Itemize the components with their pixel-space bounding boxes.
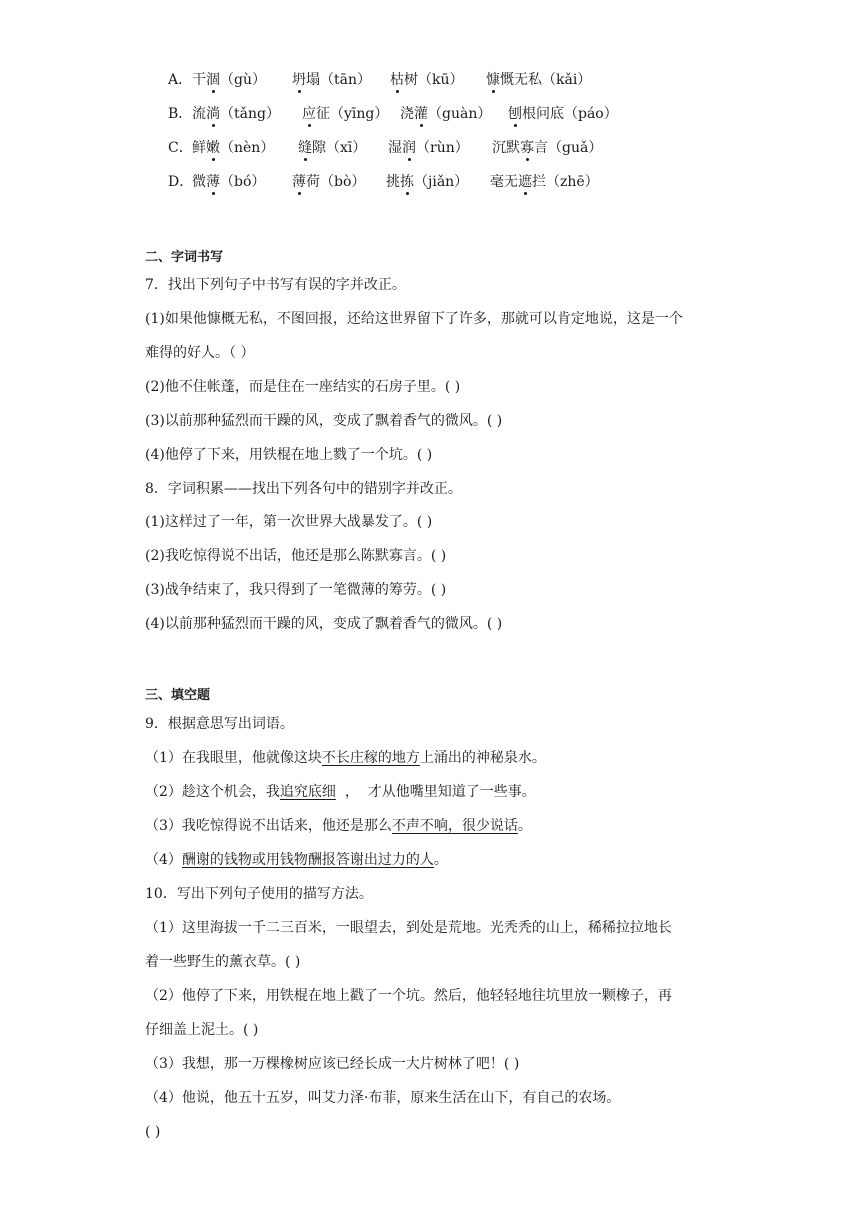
question-7: 7．找出下列句子中书写有误的字并改正。 [145,277,406,293]
word-item: 慷慨无私（kǎi） [486,72,592,88]
word-item: 毫无遮拦（zhē） [490,174,599,190]
q10-item: 着一些野生的薰衣草。( ) [145,954,301,970]
q7-item: (3)以前那种猛烈而干躁的风，变成了飘着香气的微风。( ) [145,413,503,429]
word-item: 微薄（bó） [192,174,266,190]
word-item: 流淌（tǎng） [192,106,280,122]
q7-item: 难得的好人。（ ） [145,345,255,361]
q10-item: （1）这里海拔一千二三百米，一眼望去，到处是荒地。光秃秃的山上，稀稀拉拉地长 [145,920,672,936]
q10-item: （3）我想，那一万棵橡树应该已经长成一大片树林了吧！( ) [145,1056,520,1072]
word-item: 刨根问底（páo） [508,106,618,122]
q8-item: (3)战争结束了，我只得到了一笔微薄的筹劳。( ) [145,582,447,598]
question-8: 8．字词积累——找出下列各句中的错别字并改正。 [145,481,462,497]
q10-item: 仔细盖上泥土。( ) [145,1022,259,1038]
q10-item: ( ) [145,1124,161,1140]
option-a [168,70,609,90]
word-item: 干涸（gù） [192,72,266,88]
word-item: 挑拣（jiǎn） [386,174,469,190]
word-item: 沉默寡言（guǎ） [492,140,603,156]
option-d: D．微薄（bó） 薄荷（bò） 挑拣（jiǎn） 毫无遮拦（zhē） [168,174,599,190]
word-item: 薄荷（bò） [292,174,366,190]
question-9: 9．根据意思写出词语。 [145,716,294,732]
q7-item: (4)他停了下来，用铁棍在地上戮了一个坑。( ) [145,447,433,463]
option-letter: A． [168,72,193,88]
q9-item: （3）我吃惊得说不出话来，他还是那么不声不响，很少说话。 [145,818,532,834]
section-title: 三、填空题 [145,688,211,703]
q7-item: (1)如果他慷概无私，不图回报，还给这世界留下了许多，那就可以肯定地说，这是一个 [145,311,683,327]
q8-item: (2)我吃惊得说不出话，他还是那么陈默寡言。( ) [145,548,447,564]
word-item: 缝隙（xī） [298,140,367,156]
q9-item: （2）趁这个机会，我追究底细 ， 才从他嘴里知道了一些事。 [145,784,536,800]
word-item: 坍塌（tān） [292,72,371,88]
q9-item: （4）酬谢的钱物或用钱物酬报答谢出过力的人。 [145,852,448,868]
option-c: C．鲜嫩（nèn） 缝隙（xī） 湿润（rùn） 沉默寡言（guǎ） [168,140,603,156]
question-10: 10．写出下列句子使用的描写方法。 [145,886,373,902]
word-item: 应征（yīng） [302,106,389,122]
word-item: 鲜嫩（nèn） [192,140,275,156]
q8-item: (1)这样过了一年，第一次世界大战暴发了。( ) [145,514,433,530]
q9-item: （1）在我眼里，他就像这块不长庄稼的地方上涌出的神秘泉水。 [145,750,546,766]
q8-item: (4)以前那种猛烈而干躁的风，变成了飘着香气的微风。( ) [145,616,503,632]
section-title: 二、字词书写 [145,250,224,265]
word-item: 浇灌（guàn） [400,106,492,122]
option-b: B．流淌（tǎng） 应征（yīng） 浇灌（guàn） 刨根问底（páo） [168,106,618,122]
q10-item: （2）他停了下来，用铁棍在地上戳了一个坑。然后，他轻轻地往坑里放一颗橡子，再 [145,988,672,1004]
word-item: 湿润（rùn） [388,140,469,156]
q10-item: （4）他说，他五十五岁，叫艾力泽·布菲，原来生活在山下，有自己的农场。 [145,1090,621,1106]
word-item: 枯树（kū） [390,72,464,88]
q7-item: (2)他不住帐蓬，而是住在一座结实的石房子里。( ) [145,379,461,395]
